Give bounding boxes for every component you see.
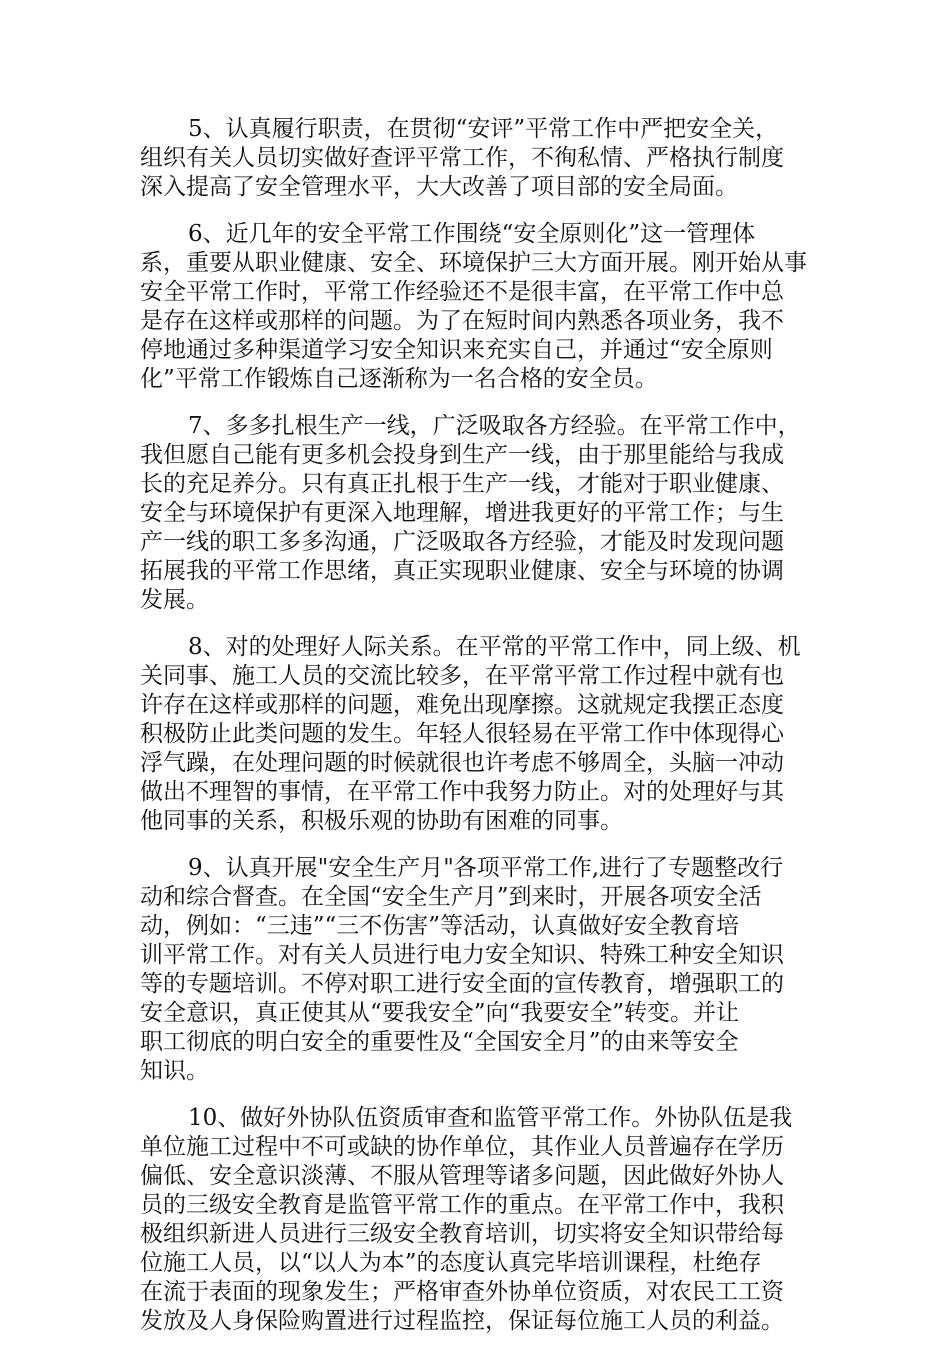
paragraph — [140, 220, 810, 394]
paragraph-line: 训平常工作。对有关人员进行电力安全知识、特殊工种安全知识 — [140, 942, 784, 968]
paragraph-first-line: 7、多多扎根生产一线，广泛吸取各方经验。在平常工作中， — [188, 413, 801, 439]
paragraph-line: 系，重要从职业健康、安全、环境保护三大方面开展。刚开始从事 — [140, 250, 807, 276]
paragraph-line: 发放及人身保险购置进行过程监控，保证每位施工人员的利益。 — [140, 1308, 784, 1334]
paragraph-line: 动和综合督查。在全国“安全生产月”到来时，开展各项安全活 — [140, 884, 762, 910]
paragraph-first-line: 6、近几年的安全平常工作围绕“安全原则化”这一管理体 — [188, 221, 756, 247]
paragraph-line: 他同事的关系，积极乐观的协助有困难的同事。 — [140, 808, 623, 834]
paragraph-line: 深入提高了安全管理水平，大大改善了项目部的安全局面。 — [140, 174, 738, 200]
paragraph-line: 化”平常工作锻炼自己逐渐称为一名合格的安全员。 — [140, 366, 658, 392]
paragraph-line: 安全平常工作时，平常工作经验还不是很丰富，在平常工作中总 — [140, 279, 784, 305]
paragraph-line: 积极防止此类问题的发生。年轻人很轻易在平常工作中体现得心 — [140, 721, 784, 747]
paragraph-line: 许存在这样或那样的问题，难免出现摩擦。这就规定我摆正态度 — [140, 692, 784, 718]
paragraph — [140, 1104, 810, 1336]
paragraph-line: 位施工人员，以“以人为本”的态度认真完毕培训课程，杜绝存 — [140, 1250, 762, 1276]
paragraph-line: 产一线的职工多多沟通，广泛吸取各方经验，才能及时发现问题 — [140, 529, 784, 555]
paragraph-line: 我但愿自己能有更多机会投身到生产一线，由于那里能给与我成 — [140, 442, 784, 468]
paragraph-line: 停地通过多种渠道学习安全知识来充实自己，并通过“安全原则 — [140, 337, 773, 363]
paragraph-line: 组织有关人员切实做好查评平常工作，不徇私情、严格执行制度 — [140, 145, 784, 171]
paragraph-first-line: 5、认真履行职责，在贯彻“安评”平常工作中严把安全关， — [188, 116, 779, 142]
paragraph-line: 偏低、安全意识淡薄、不服从管理等诸多问题，因此做好外协人 — [140, 1163, 784, 1189]
paragraph-line: 关同事、施工人员的交流比较多，在平常平常工作过程中就有也 — [140, 663, 784, 689]
document-body — [140, 115, 810, 1354]
paragraph-line: 员的三级安全教育是监管平常工作的重点。在平常工作中，我积 — [140, 1192, 784, 1218]
paragraph — [140, 412, 810, 615]
paragraph-line: 拓展我的平常工作思绪，真正实现职业健康、安全与环境的协调 — [140, 558, 784, 584]
paragraph-first-line: 9、认真开展"安全生产月"各项平常工作,进行了专题整改行 — [188, 855, 784, 881]
paragraph-first-line: 8、对的处理好人际关系。在平常的平常工作中，同上级、机 — [188, 634, 801, 660]
paragraph-line: 等的专题培训。不停对职工进行安全面的宣传教育，增强职工的 — [140, 971, 784, 997]
paragraph — [140, 115, 810, 202]
paragraph-line: 安全与环境保护有更深入地理解，增进我更好的平常工作；与生 — [140, 500, 784, 526]
paragraph-first-line: 10、做好外协队伍资质审查和监管平常工作。外协队伍是我 — [188, 1105, 793, 1131]
paragraph-line: 在流于表面的现象发生；严格审查外协单位资质，对农民工工资 — [140, 1279, 784, 1305]
paragraph-line: 安全意识，真正使其从“要我安全”向“我要安全”转变。并让 — [140, 1000, 740, 1026]
paragraph-line: 极组织新进人员进行三级安全教育培训，切实将安全知识带给每 — [140, 1221, 784, 1247]
paragraph-line: 动，例如：“三违”“三不伤害”等活动，认真做好安全教育培 — [140, 913, 740, 939]
paragraph-line: 知识。 — [140, 1058, 209, 1084]
paragraph-line: 是存在这样或那样的问题。为了在短时间内熟悉各项业务，我不 — [140, 308, 784, 334]
paragraph-line: 发展。 — [140, 587, 209, 613]
paragraph — [140, 854, 810, 1086]
paragraph — [140, 633, 810, 836]
paragraph-line: 长的充足养分。只有真正扎根于生产一线，才能对于职业健康、 — [140, 471, 784, 497]
paragraph-line: 职工彻底的明白安全的重要性及“全国安全月”的由来等安全 — [140, 1029, 739, 1055]
paragraph-line: 浮气躁，在处理问题的时候就很也许考虑不够周全，头脑一冲动 — [140, 750, 784, 776]
paragraph-line: 单位施工过程中不可或缺的协作单位，其作业人员普遍存在学历 — [140, 1134, 784, 1160]
paragraph-line: 做出不理智的事情，在平常工作中我努力防止。对的处理好与其 — [140, 779, 784, 805]
